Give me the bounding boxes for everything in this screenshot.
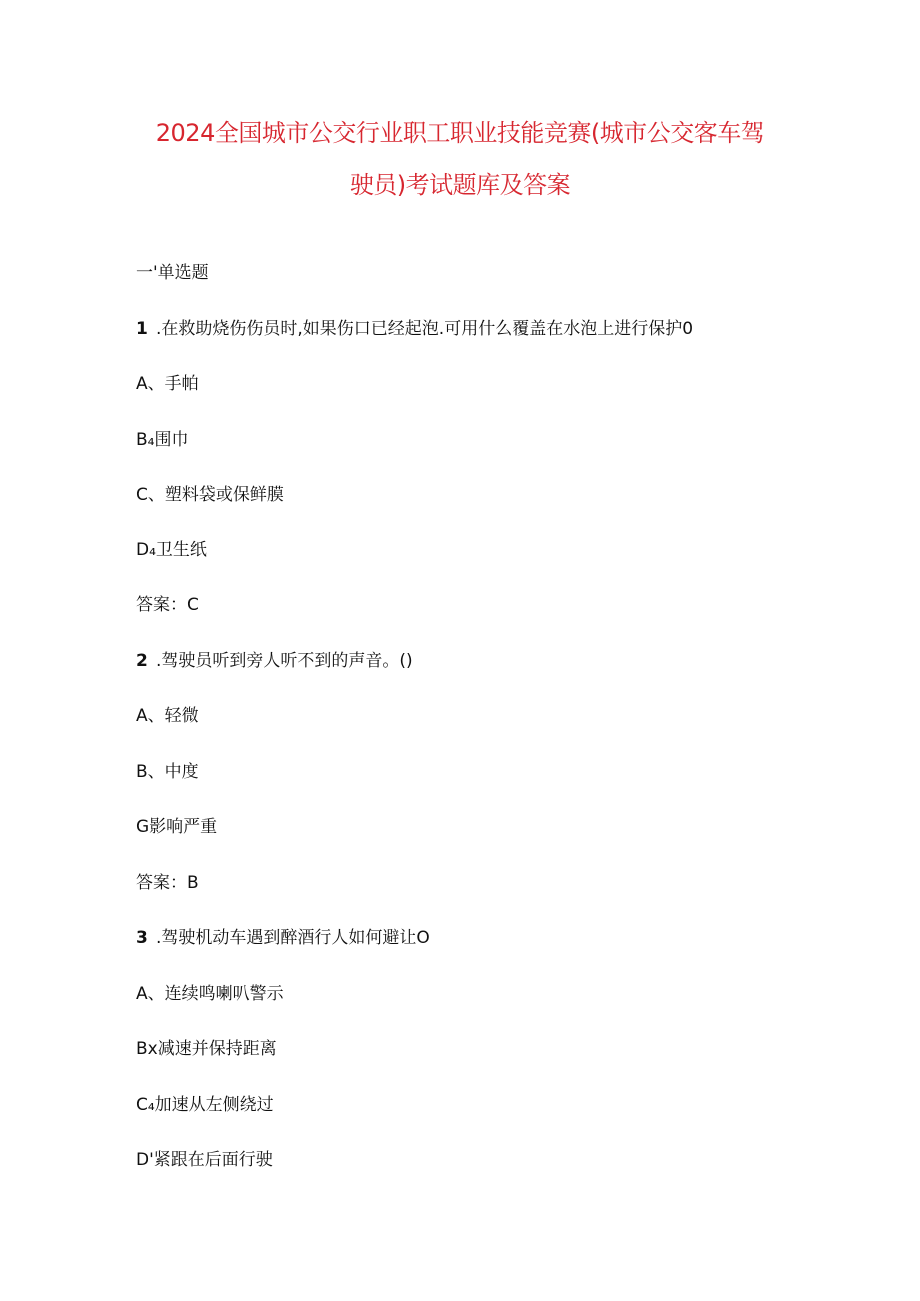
document-title-line-1: 2024全国城市公交行业职工职业技能竞赛(城市公交客车驾	[155, 119, 765, 147]
question-3-option-c: C₄加速从左侧绕过	[136, 1095, 274, 1115]
question-1-option-b: B₄围巾	[136, 430, 189, 450]
question-3	[136, 930, 430, 947]
question-1	[136, 321, 693, 338]
question-text: .驾驶机动车遇到醉酒行人如何避让O	[156, 928, 430, 948]
question-number: 2	[136, 651, 148, 671]
question-text: .驾驶员听到旁人听不到的声音。()	[156, 651, 413, 671]
question-text: .在救助烧伤伤员时,如果伤口已经起泡.可用什么覆盖在水泡上进行保护0	[156, 319, 694, 339]
question-3-option-d: D'紧跟在后面行驶	[136, 1150, 273, 1170]
question-2-option-a: A、轻微	[136, 706, 199, 726]
question-2	[136, 653, 413, 670]
question-number: 1	[136, 319, 148, 339]
question-3-option-a: A、连续鸣喇叭警示	[136, 984, 284, 1004]
document-title-line-2: 驶员)考试题库及答案	[349, 171, 571, 199]
question-3-option-b: Bx减速并保持距离	[136, 1039, 277, 1059]
question-1-option-d: D₄卫生纸	[136, 540, 207, 560]
question-1-answer: 答案：C	[136, 595, 199, 615]
question-2-option-c: G影响严重	[136, 817, 218, 837]
question-2-option-b: B、中度	[136, 762, 199, 782]
question-2-answer: 答案：B	[136, 873, 199, 893]
section-heading: 一'单选题	[136, 263, 209, 283]
question-number: 3	[136, 928, 148, 948]
question-1-option-a: A、手帕	[136, 374, 199, 394]
question-1-option-c: C、塑料袋或保鲜膜	[136, 485, 284, 505]
